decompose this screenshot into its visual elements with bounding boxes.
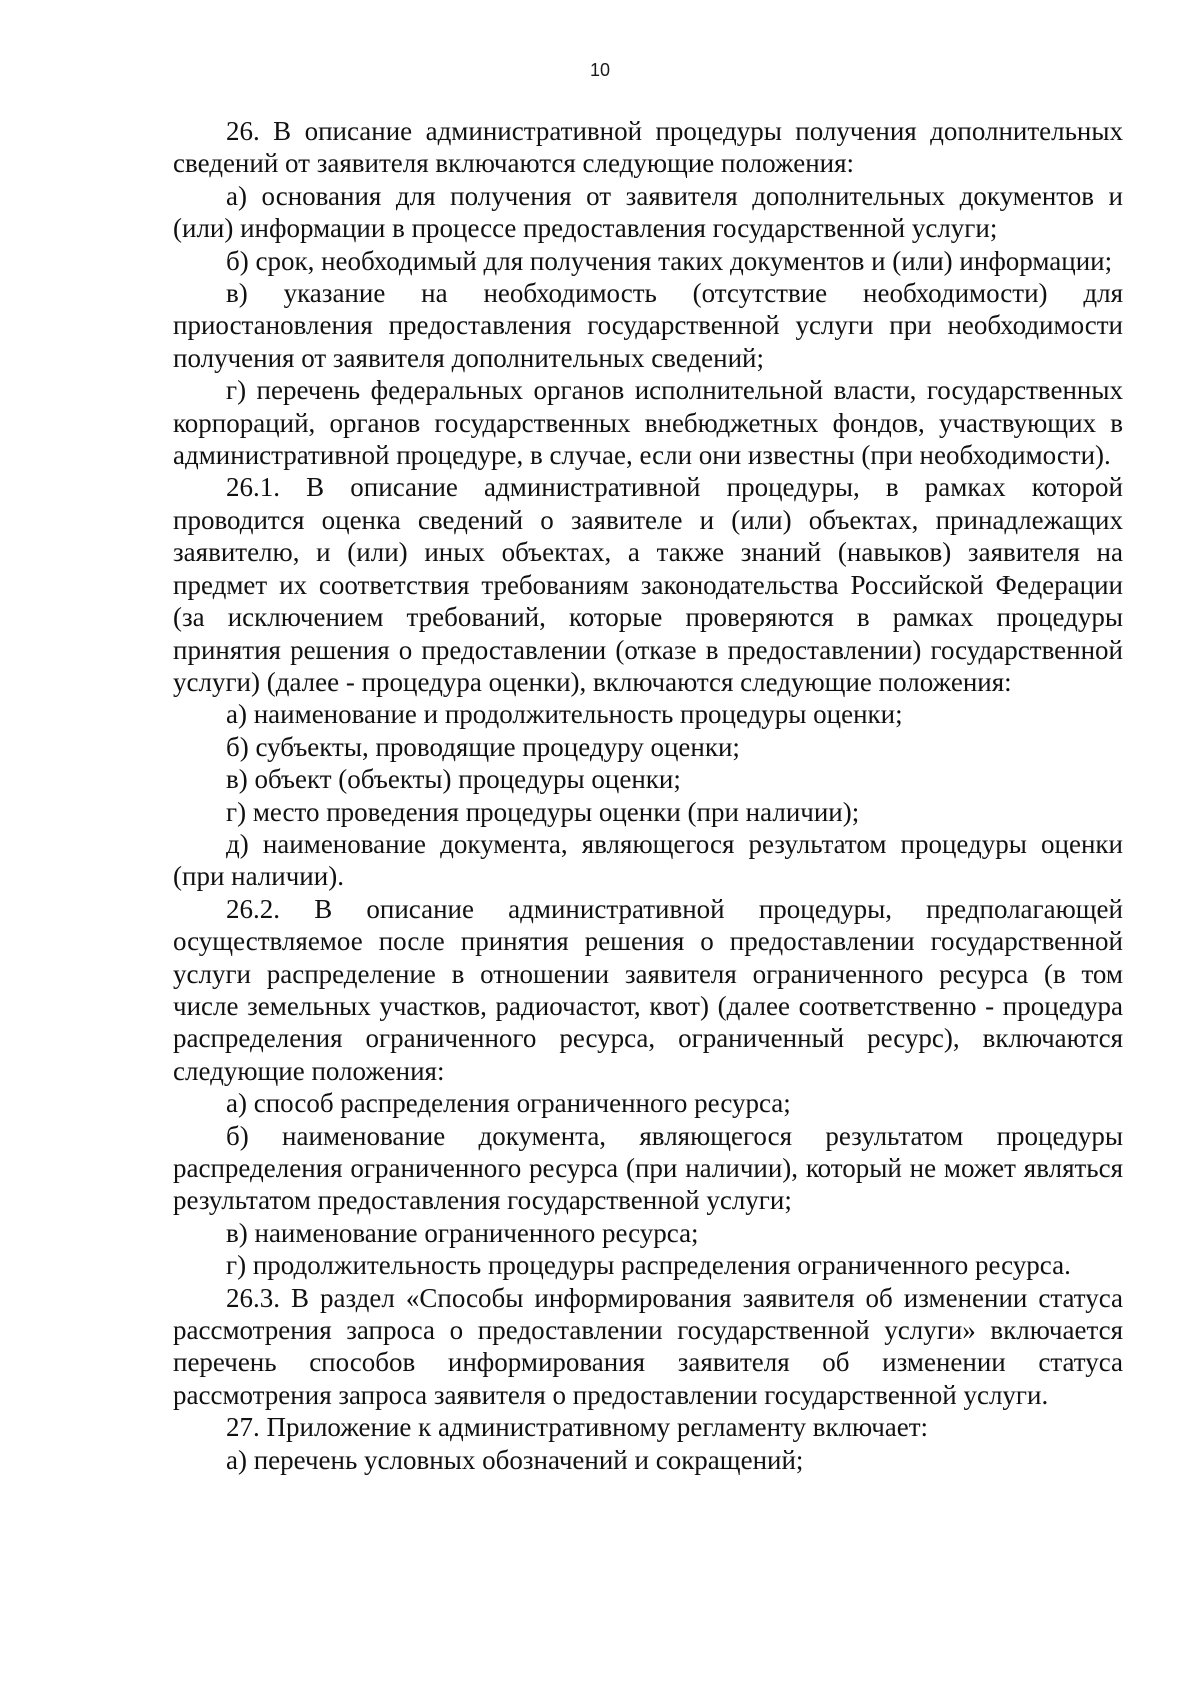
list-item-26-g: г) перечень федеральных органов исполнительной власти, государственных корпораций, органов государственных внебюджетных фондов, участвующих в административной процедуре, в случае, если они известны (при необходимости).: [173, 375, 1123, 471]
page-number: 10: [589, 60, 611, 80]
list-item-26-b: б) срок, необходимый для получения таких документов и (или) информации;: [226, 245, 1113, 276]
paragraph-26-2: 26.2. В описание административной процедуры, предполагающей осуществляемое после принятия решения о предоставлении государственной услуги распределение в отношении заявителя ограниченного ресурса (в том числе земельных участков, радиочастот, квот) (далее соответственно - процедура распределения ограниченного ресурса, ограниченный ресурс), включаются следующие положения:: [173, 893, 1123, 1086]
paragraph-26-3: 26.3. В раздел «Способы информирования заявителя об изменении статуса рассмотрения запроса о предоставлении государственной услуги» включается перечень способов информирования заявителя об изменении статуса рассмотрения запроса заявителя о предоставлении государственной услуги.: [173, 1282, 1123, 1410]
paragraph-26-1: 26.1. В описание административной процедуры, в рамках которой проводится оценка сведений о заявителе и (или) объектах, принадлежащих заявителю, и (или) иных объектах, а также знаний (навыков) заявителя на предмет их соответствия требованиям законодательства Российской Федерации (за исключением требований, которые проверяются в рамках процедуры принятия решения о предоставлении (отказе в предоставлении) государственной услуги) (далее - процедура оценки), включаются следующие положения:: [173, 472, 1123, 697]
list-item-26-1-g: г) место проведения процедуры оценки (при наличии);: [226, 796, 860, 827]
list-item-27-a: а) перечень условных обозначений и сокращений;: [226, 1444, 804, 1475]
paragraph-27: 27. Приложение к административному регламенту включает:: [226, 1412, 929, 1443]
list-item-26-2-a: а) способ распределения ограниченного ресурса;: [226, 1088, 791, 1119]
list-item-26-1-d: д) наименование документа, являющегося результатом процедуры оценки (при наличии).: [173, 828, 1123, 892]
list-item-26-1-v: в) объект (объекты) процедуры оценки;: [226, 764, 681, 795]
list-item-26-1-a: а) наименование и продолжительность процедуры оценки;: [226, 699, 903, 730]
document-body: [173, 115, 1123, 1476]
paragraph-26: 26. В описание административной процедуры получения дополнительных сведений от заявителя включаются следующие положения:: [173, 116, 1123, 179]
list-item-26-1-b: б) субъекты, проводящие процедуру оценки;: [226, 731, 740, 762]
list-item-26-2-g: г) продолжительность процедуры распределения ограниченного ресурса.: [226, 1250, 1071, 1281]
list-item-26-a: а) основания для получения от заявителя дополнительных документов и (или) информации в процессе предоставления государственной услуги;: [173, 180, 1123, 244]
list-item-26-2-v: в) наименование ограниченного ресурса;: [226, 1217, 699, 1248]
list-item-26-v: в) указание на необходимость (отсутствие необходимости) для приостановления предоставления государственной услуги при необходимости получения от заявителя дополнительных сведений;: [173, 278, 1123, 373]
list-item-26-2-b: б) наименование документа, являющегося результатом процедуры распределения ограниченного ресурса (при наличии), который не может являться результатом предоставления государственной услуги;: [173, 1120, 1123, 1216]
